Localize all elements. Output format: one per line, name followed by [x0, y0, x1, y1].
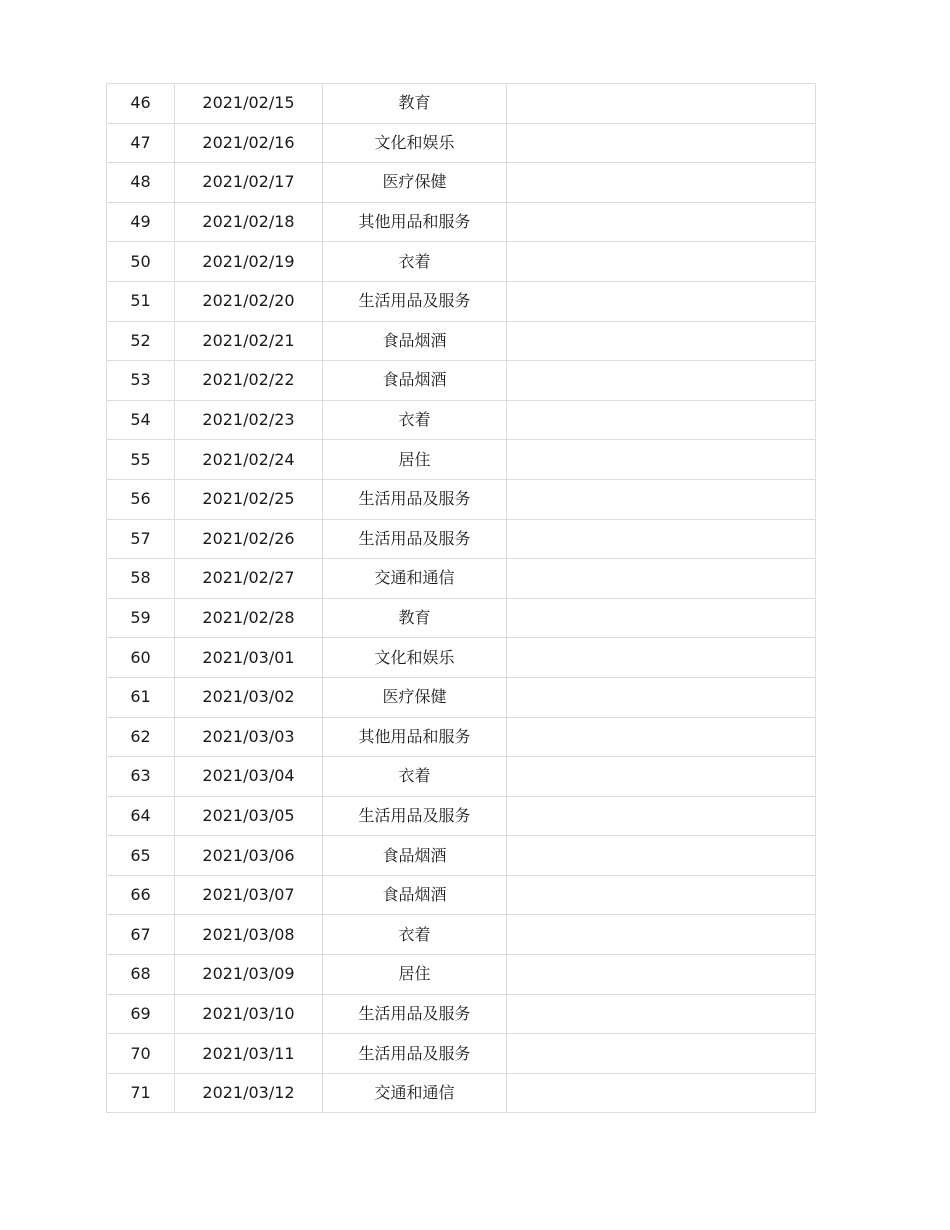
category-cell: 医疗保健	[323, 163, 507, 203]
note-cell	[507, 202, 816, 242]
date-cell: 2021/02/21	[175, 321, 323, 361]
note-cell	[507, 321, 816, 361]
row-number-cell: 67	[107, 915, 175, 955]
table-row	[107, 598, 816, 638]
note-cell	[507, 163, 816, 203]
row-number-cell: 51	[107, 281, 175, 321]
date-cell: 2021/03/09	[175, 955, 323, 995]
expense-table	[106, 83, 816, 1113]
category-cell: 衣着	[323, 757, 507, 797]
date-cell: 2021/02/28	[175, 598, 323, 638]
note-cell	[507, 123, 816, 163]
date-cell: 2021/02/17	[175, 163, 323, 203]
row-number-cell: 46	[107, 84, 175, 124]
row-number-cell: 59	[107, 598, 175, 638]
note-cell	[507, 994, 816, 1034]
date-cell: 2021/03/05	[175, 796, 323, 836]
category-cell: 食品烟酒	[323, 836, 507, 876]
date-cell: 2021/03/06	[175, 836, 323, 876]
row-number-cell: 62	[107, 717, 175, 757]
date-cell: 2021/02/24	[175, 440, 323, 480]
note-cell	[507, 361, 816, 401]
note-cell	[507, 281, 816, 321]
table-row	[107, 638, 816, 678]
row-number-cell: 61	[107, 677, 175, 717]
category-cell: 医疗保健	[323, 677, 507, 717]
date-cell: 2021/02/18	[175, 202, 323, 242]
category-cell: 交通和通信	[323, 559, 507, 599]
note-cell	[507, 836, 816, 876]
note-cell	[507, 559, 816, 599]
date-cell: 2021/03/11	[175, 1034, 323, 1074]
row-number-cell: 65	[107, 836, 175, 876]
category-cell: 生活用品及服务	[323, 281, 507, 321]
date-cell: 2021/02/19	[175, 242, 323, 282]
date-cell: 2021/02/27	[175, 559, 323, 599]
category-cell: 其他用品和服务	[323, 202, 507, 242]
category-cell: 食品烟酒	[323, 321, 507, 361]
row-number-cell: 58	[107, 559, 175, 599]
category-cell: 食品烟酒	[323, 361, 507, 401]
date-cell: 2021/03/03	[175, 717, 323, 757]
date-cell: 2021/02/23	[175, 400, 323, 440]
table-row	[107, 440, 816, 480]
table-body	[107, 84, 816, 1113]
note-cell	[507, 757, 816, 797]
category-cell: 其他用品和服务	[323, 717, 507, 757]
date-cell: 2021/02/22	[175, 361, 323, 401]
table-row	[107, 559, 816, 599]
note-cell	[507, 440, 816, 480]
row-number-cell: 60	[107, 638, 175, 678]
category-cell: 衣着	[323, 915, 507, 955]
category-cell: 生活用品及服务	[323, 994, 507, 1034]
table-row	[107, 84, 816, 124]
table-row	[107, 163, 816, 203]
date-cell: 2021/03/10	[175, 994, 323, 1034]
category-cell: 居住	[323, 440, 507, 480]
table-row	[107, 242, 816, 282]
note-cell	[507, 400, 816, 440]
table-row	[107, 836, 816, 876]
row-number-cell: 49	[107, 202, 175, 242]
row-number-cell: 68	[107, 955, 175, 995]
note-cell	[507, 915, 816, 955]
category-cell: 生活用品及服务	[323, 796, 507, 836]
row-number-cell: 47	[107, 123, 175, 163]
table-row	[107, 677, 816, 717]
row-number-cell: 66	[107, 875, 175, 915]
date-cell: 2021/03/01	[175, 638, 323, 678]
note-cell	[507, 638, 816, 678]
row-number-cell: 69	[107, 994, 175, 1034]
table-row	[107, 796, 816, 836]
date-cell: 2021/02/20	[175, 281, 323, 321]
row-number-cell: 56	[107, 479, 175, 519]
category-cell: 生活用品及服务	[323, 519, 507, 559]
date-cell: 2021/03/07	[175, 875, 323, 915]
table-row	[107, 757, 816, 797]
table-row	[107, 955, 816, 995]
table-row	[107, 281, 816, 321]
note-cell	[507, 875, 816, 915]
table-row	[107, 994, 816, 1034]
note-cell	[507, 717, 816, 757]
note-cell	[507, 955, 816, 995]
date-cell: 2021/02/15	[175, 84, 323, 124]
row-number-cell: 52	[107, 321, 175, 361]
table-row	[107, 321, 816, 361]
category-cell: 居住	[323, 955, 507, 995]
category-cell: 食品烟酒	[323, 875, 507, 915]
table-row	[107, 202, 816, 242]
category-cell: 文化和娱乐	[323, 123, 507, 163]
table-row	[107, 915, 816, 955]
table-row	[107, 400, 816, 440]
note-cell	[507, 796, 816, 836]
table-row	[107, 875, 816, 915]
row-number-cell: 57	[107, 519, 175, 559]
table-row	[107, 1034, 816, 1074]
row-number-cell: 64	[107, 796, 175, 836]
row-number-cell: 55	[107, 440, 175, 480]
category-cell: 教育	[323, 598, 507, 638]
row-number-cell: 54	[107, 400, 175, 440]
table-row	[107, 479, 816, 519]
date-cell: 2021/02/26	[175, 519, 323, 559]
date-cell: 2021/03/04	[175, 757, 323, 797]
table-row	[107, 123, 816, 163]
table-row	[107, 1073, 816, 1113]
category-cell: 教育	[323, 84, 507, 124]
category-cell: 生活用品及服务	[323, 479, 507, 519]
note-cell	[507, 1034, 816, 1074]
note-cell	[507, 84, 816, 124]
date-cell: 2021/03/12	[175, 1073, 323, 1113]
row-number-cell: 71	[107, 1073, 175, 1113]
category-cell: 交通和通信	[323, 1073, 507, 1113]
date-cell: 2021/03/08	[175, 915, 323, 955]
row-number-cell: 48	[107, 163, 175, 203]
row-number-cell: 70	[107, 1034, 175, 1074]
note-cell	[507, 519, 816, 559]
table-row	[107, 361, 816, 401]
category-cell: 生活用品及服务	[323, 1034, 507, 1074]
category-cell: 衣着	[323, 242, 507, 282]
date-cell: 2021/02/25	[175, 479, 323, 519]
row-number-cell: 63	[107, 757, 175, 797]
row-number-cell: 50	[107, 242, 175, 282]
note-cell	[507, 479, 816, 519]
table-row	[107, 519, 816, 559]
note-cell	[507, 677, 816, 717]
note-cell	[507, 242, 816, 282]
date-cell: 2021/03/02	[175, 677, 323, 717]
row-number-cell: 53	[107, 361, 175, 401]
note-cell	[507, 598, 816, 638]
date-cell: 2021/02/16	[175, 123, 323, 163]
table-row	[107, 717, 816, 757]
note-cell	[507, 1073, 816, 1113]
category-cell: 衣着	[323, 400, 507, 440]
category-cell: 文化和娱乐	[323, 638, 507, 678]
